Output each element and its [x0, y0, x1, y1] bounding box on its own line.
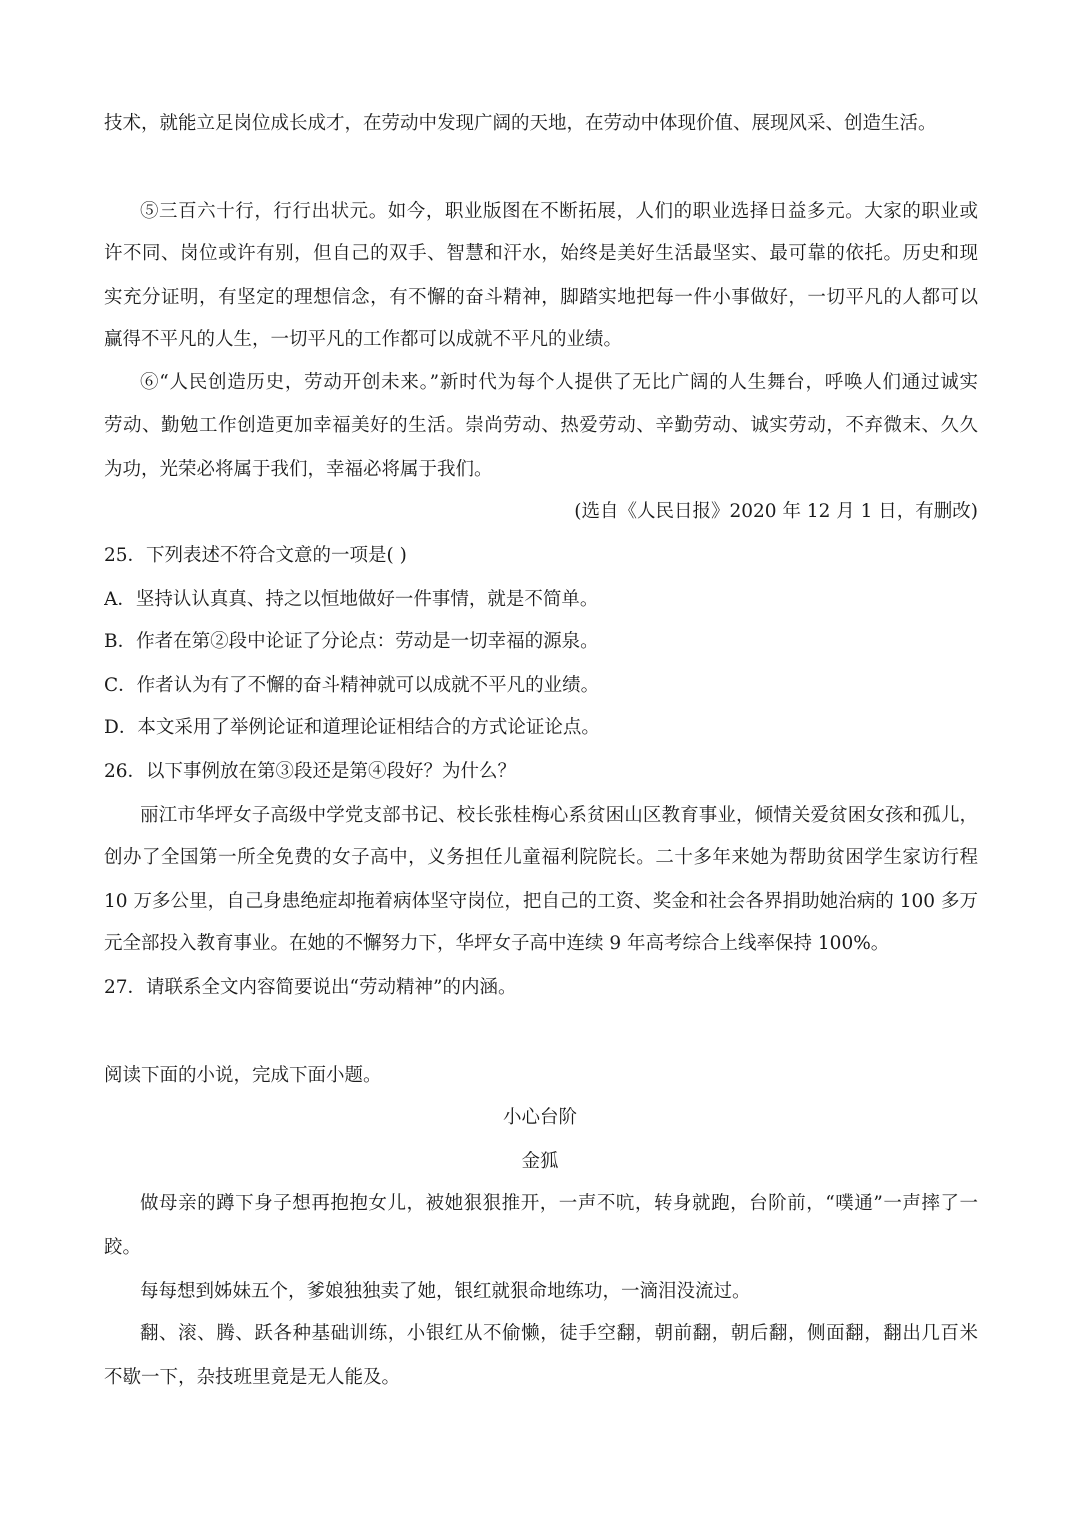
paragraph-6-line-3: 为功，光荣必将属于我们，幸福必将属于我们。 [104, 459, 493, 480]
story-author: 金狐 [521, 1151, 559, 1172]
question-27: 27．请联系全文内容简要说出“劳动精神”的内涵。 [104, 977, 517, 998]
question-26-example-line-1: 丽江市华坪女子高级中学党支部书记、校长张桂梅心系贫困山区教育事业，倾情关爱贫困女孩和孤儿， [140, 805, 978, 826]
paragraph-5-line-1: ⑤三百六十行，行行出状元。如今，职业版图在不断拓展，人们的职业选择日益多元。大家的职业或 [140, 201, 978, 222]
story-paragraph-1-line-2: 跤。 [104, 1237, 142, 1258]
paragraph-6-line-2: 劳动、勤勉工作创造更加幸福美好的生活。崇尚劳动、热爱劳动、辛勤劳动、诚实劳动，不弃微末、久久 [104, 415, 978, 436]
question-25-option-d: D．本文采用了举例论证和道理论证相结合的方式论证论点。 [104, 717, 600, 738]
source-citation: (选自《人民日报》2020 年 12 月 1 日，有删改) [574, 501, 978, 522]
story-paragraph-1-line-1: 做母亲的蹲下身子想再抱抱女儿，被她狠狠推开，一声不吭，转身就跑，台阶前，“噗通”一声摔了一 [140, 1193, 978, 1214]
question-26-example-line-4: 元全部投入教育事业。在她的不懈努力下，华坪女子高中连续 9 年高考综合上线率保持 100%。 [104, 933, 890, 954]
question-26-example-line-2: 创办了全国第一所全免费的女子高中，义务担任儿童福利院院长。二十多年来她为帮助贫困学生家访行程 [104, 847, 978, 868]
question-26: 26．以下事例放在第③段还是第④段好？为什么？ [104, 761, 517, 782]
paragraph-5-line-2: 许不同、岗位或许有别，但自己的双手、智慧和汗水，始终是美好生活最坚实、最可靠的依托。历史和现 [104, 243, 978, 264]
question-25-option-a: A．坚持认认真真、持之以恒地做好一件事情，就是不简单。 [104, 589, 599, 610]
paragraph-4-tail: 技术，就能立足岗位成长成才，在劳动中发现广阔的天地，在劳动中体现价值、展现风采、创造生活。 [104, 113, 937, 134]
question-25: 25．下列表述不符合文意的一项是( ) [104, 545, 407, 566]
story-paragraph-3-line-1: 翻、滚、腾、跃各种基础训练，小银红从不偷懒，徒手空翻，朝前翻，朝后翻，侧面翻，翻出几百米 [140, 1323, 978, 1344]
paragraph-5-line-4: 赢得不平凡的人生，一切平凡的工作都可以成就不平凡的业绩。 [104, 329, 623, 350]
story-title: 小心台阶 [502, 1107, 577, 1128]
paragraph-5-line-3: 实充分证明，有坚定的理想信念，有不懈的奋斗精神，脚踏实地把每一件小事做好，一切平凡的人都可以 [104, 287, 978, 308]
story-paragraph-3-line-2: 不歇一下，杂技班里竟是无人能及。 [104, 1367, 401, 1388]
reading-intro: 阅读下面的小说，完成下面小题。 [104, 1065, 382, 1086]
question-25-option-c: C．作者认为有了不懈的奋斗精神就可以成就不平凡的业绩。 [104, 675, 600, 696]
story-paragraph-2: 每每想到姊妹五个，爹娘独独卖了她，银红就狠命地练功，一滴泪没流过。 [140, 1281, 751, 1302]
question-25-option-b: B．作者在第②段中论证了分论点：劳动是一切幸福的源泉。 [104, 631, 599, 652]
question-26-example-line-3: 10 万多公里，自己身患绝症却拖着病体坚守岗位，把自己的工资、奖金和社会各界捐助她治病的 100 多万 [104, 891, 978, 912]
paragraph-6-line-1: ⑥“人民创造历史，劳动开创未来。”新时代为每个人提供了无比广阔的人生舞台，呼唤人们通过诚实 [140, 372, 978, 393]
